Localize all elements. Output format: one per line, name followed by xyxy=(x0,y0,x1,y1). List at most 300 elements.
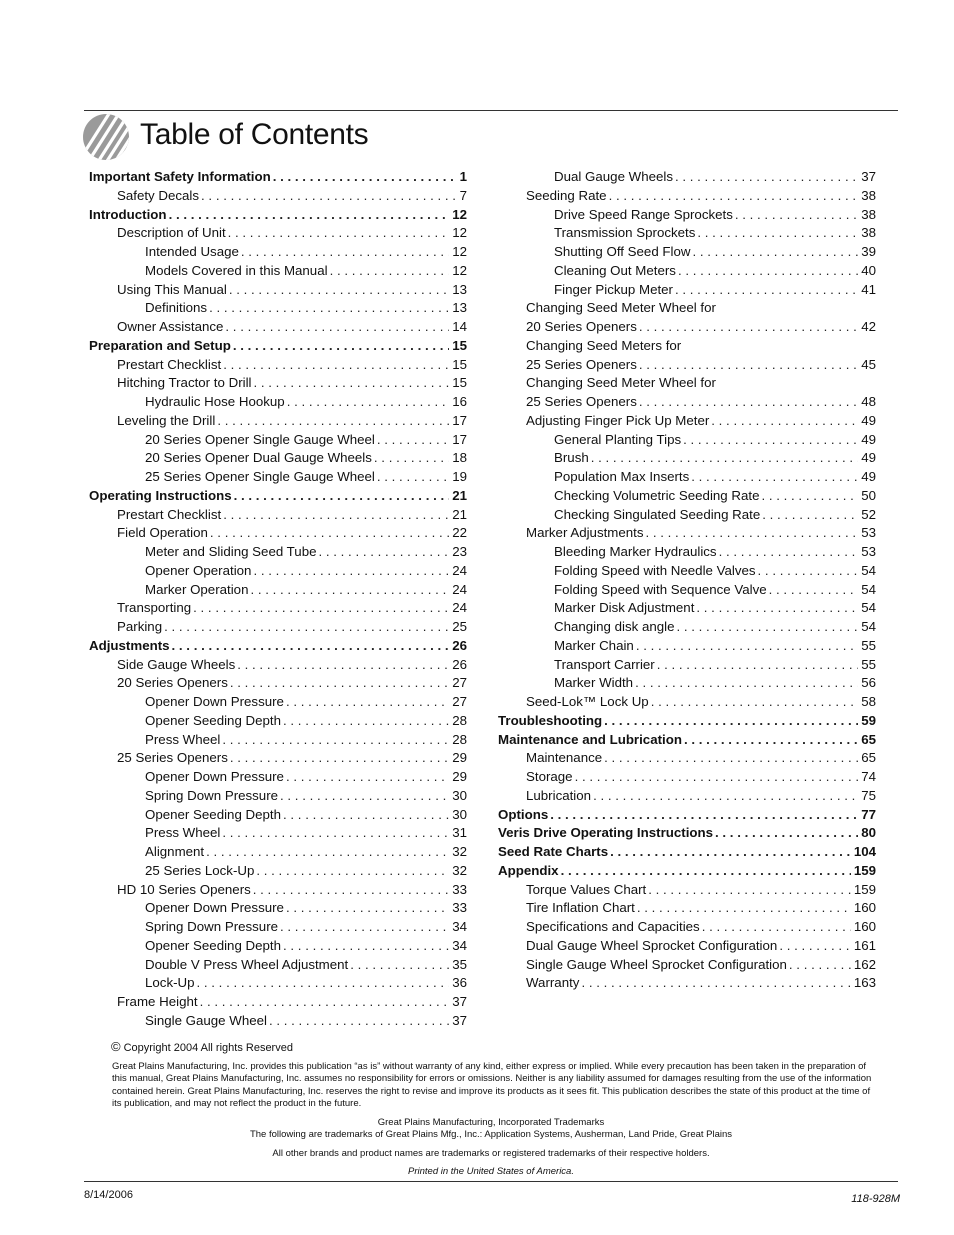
toc-entry-label: 20 Series Opener Dual Gauge Wheels xyxy=(145,450,372,466)
toc-entry-page: 49 xyxy=(861,469,876,484)
toc-dot-leader xyxy=(675,168,858,187)
toc-dot-leader xyxy=(581,974,850,993)
toc-entry-label: Opener Operation xyxy=(145,562,252,578)
printed-note: Printed in the United States of America. xyxy=(408,1166,574,1177)
toc-entry-page: 26 xyxy=(452,637,467,653)
toc-dot-leader xyxy=(648,881,851,900)
toc-entry-label: Dual Gauge Wheels xyxy=(554,169,673,184)
toc-entry[interactable] xyxy=(89,487,467,506)
trademark-list: The following are trademarks of Great Plains Mfg., Inc.: Application Systems, Ausherman, Land Pride, Great Plains xyxy=(249,1129,733,1141)
toc-dot-leader xyxy=(769,581,859,600)
toc-entry-label: Frame Height xyxy=(117,994,198,1009)
toc-entry[interactable] xyxy=(498,168,876,187)
toc-entry-page: 31 xyxy=(452,825,467,841)
toc-entry[interactable] xyxy=(498,581,876,600)
toc-dot-leader xyxy=(237,656,449,675)
toc-entry-label: Checking Singulated Seeding Rate xyxy=(554,506,761,522)
toc-dot-leader xyxy=(222,824,449,843)
toc-entry[interactable] xyxy=(498,187,876,206)
toc-entry-page: 28 xyxy=(452,712,467,728)
toc-entry-page: 21 xyxy=(452,487,467,503)
toc-entry-label: 25 Series Openers xyxy=(117,750,228,766)
toc-entry-label: Shutting Off Seed Flow xyxy=(554,244,691,259)
toc-entry[interactable] xyxy=(498,449,876,468)
toc-entry-page: 19 xyxy=(452,469,467,484)
toc-dot-leader xyxy=(193,599,449,618)
toc-entry-label: Introduction xyxy=(89,206,167,222)
toc-dot-leader xyxy=(280,918,449,937)
toc-entry-label: Transmission Sprockets xyxy=(554,225,696,241)
toc-dot-leader xyxy=(197,974,450,993)
toc-entry-label: Field Operation xyxy=(117,525,208,541)
toc-dot-leader xyxy=(230,749,449,768)
toc-entry-label: Prestart Checklist xyxy=(117,356,222,372)
toc-entry[interactable] xyxy=(89,937,467,956)
toc-entry[interactable] xyxy=(498,506,876,525)
toc-dot-leader xyxy=(651,693,859,712)
toc-entry-label: Preparation and Setup xyxy=(89,337,231,353)
toc-entry[interactable] xyxy=(89,562,467,581)
toc-entry-label: Drive Speed Range Sprockets xyxy=(554,206,733,222)
toc-dot-leader xyxy=(761,487,858,506)
toc-entry-label: Marker Operation xyxy=(145,581,249,597)
toc-entry[interactable] xyxy=(89,224,467,243)
toc-entry-label: Press Wheel xyxy=(145,825,221,841)
toc-entry-page: 1 xyxy=(459,169,467,184)
toc-dot-leader xyxy=(253,881,449,900)
toc-dot-leader xyxy=(715,824,858,843)
toc-entry-label: Maintenance xyxy=(526,750,603,766)
toc-entry[interactable] xyxy=(89,337,467,356)
toc-entry[interactable] xyxy=(89,187,467,206)
toc-entry-page: 160 xyxy=(853,919,876,934)
toc-entry-label: 25 Series Lock-Up xyxy=(145,862,255,878)
toc-entry-page: 48 xyxy=(861,394,876,409)
toc-entry[interactable] xyxy=(498,881,876,900)
toc-entry[interactable] xyxy=(498,693,876,712)
toc-entry-page: 38 xyxy=(861,187,876,203)
toc-entry[interactable] xyxy=(89,768,467,787)
toc-entry[interactable] xyxy=(498,749,876,768)
toc-entry[interactable] xyxy=(498,524,876,543)
toc-dot-leader xyxy=(691,468,858,487)
toc-entry[interactable] xyxy=(498,468,876,487)
toc-entry[interactable] xyxy=(498,206,876,225)
toc-entry-label: Single Gauge Wheel xyxy=(145,1012,267,1028)
toc-dot-leader xyxy=(286,899,449,918)
copyright-text: Copyright 2004 All rights Reserved xyxy=(123,1042,293,1054)
toc-entry[interactable] xyxy=(89,356,467,375)
toc-dot-leader xyxy=(169,206,450,225)
toc-entry-page: 39 xyxy=(861,244,876,259)
toc-entry-page: 15 xyxy=(452,375,467,391)
toc-entry-label: Intended Usage xyxy=(145,244,239,259)
toc-dot-leader xyxy=(223,356,449,375)
toc-entry[interactable] xyxy=(498,431,876,450)
toc-entry-page: 24 xyxy=(452,562,467,578)
toc-entry-page: 49 xyxy=(861,431,876,447)
toc-entry[interactable] xyxy=(89,299,467,318)
toc-entry[interactable] xyxy=(89,412,467,431)
toc-entry-label: Models Covered in this Manual xyxy=(145,262,328,278)
toc-entry-label: Transporting xyxy=(117,600,192,616)
toc-dot-leader xyxy=(287,393,450,412)
toc-entry[interactable] xyxy=(498,356,876,375)
toc-entry[interactable] xyxy=(498,318,876,337)
toc-entry-page: 49 xyxy=(861,450,876,466)
toc-entry[interactable] xyxy=(498,674,876,693)
toc-entry[interactable] xyxy=(498,899,876,918)
toc-entry[interactable] xyxy=(498,224,876,243)
toc-entry-label: General Planting Tips xyxy=(554,431,682,447)
toc-entry-label: Brush xyxy=(554,450,589,466)
toc-entry-label: Adjusting Finger Pick Up Meter xyxy=(526,412,710,428)
toc-entry[interactable] xyxy=(498,974,876,993)
toc-entry-label: Hitching Tractor to Drill xyxy=(117,375,252,391)
toc-entry-label: Bleeding Marker Hydraulics xyxy=(554,544,717,559)
toc-dot-leader xyxy=(234,487,450,506)
toc-entry-label: Definitions xyxy=(145,300,208,316)
toc-entry-page: 33 xyxy=(452,881,467,897)
toc-dot-leader xyxy=(330,262,450,281)
toc-entry[interactable] xyxy=(498,712,876,731)
toc-entry-page: 18 xyxy=(452,450,467,466)
toc-dot-leader xyxy=(591,449,858,468)
toc-entry-label: Appendix xyxy=(498,862,559,878)
toc-entry[interactable] xyxy=(498,543,876,562)
toc-dot-leader xyxy=(635,674,858,693)
toc-entry-page: 161 xyxy=(853,937,876,953)
toc-entry-label: Storage xyxy=(526,769,573,784)
toc-entry-page: 34 xyxy=(452,937,467,953)
toc-entry-page: 23 xyxy=(452,544,467,559)
toc-entry-label: Using This Manual xyxy=(117,281,227,297)
toc-entry-label: Owner Assistance xyxy=(117,319,224,334)
toc-dot-leader xyxy=(228,224,450,243)
toc-entry[interactable] xyxy=(89,731,467,750)
toc-entry-page: 54 xyxy=(861,581,876,597)
toc-dot-leader xyxy=(286,693,449,712)
toc-dot-leader xyxy=(636,637,858,656)
toc-entry[interactable] xyxy=(498,562,876,581)
toc-dot-leader xyxy=(702,918,851,937)
toc-dot-leader xyxy=(735,206,858,225)
toc-entry[interactable] xyxy=(498,412,876,431)
toc-entry-page: 159 xyxy=(853,881,876,897)
toc-entry-label: Marker Disk Adjustment xyxy=(554,600,695,616)
toc-entry[interactable] xyxy=(498,843,876,862)
toc-entry-label: Veris Drive Operating Instructions xyxy=(498,825,714,841)
toc-entry-page: 29 xyxy=(452,750,467,766)
toc-entry-label: Tire Inflation Chart xyxy=(526,900,635,916)
toc-dot-leader xyxy=(377,468,449,487)
toc-entry-label: Seed Rate Charts xyxy=(498,844,609,859)
toc-entry-label: HD 10 Series Openers xyxy=(117,881,251,897)
toc-entry-page: 56 xyxy=(861,675,876,691)
toc-entry-label: Marker Adjustments xyxy=(526,525,644,541)
toc-dot-leader xyxy=(711,412,858,431)
toc-entry-page: 15 xyxy=(452,356,467,372)
toc-entry[interactable] xyxy=(498,393,876,412)
toc-entry[interactable] xyxy=(498,262,876,281)
toc-entry[interactable] xyxy=(89,712,467,731)
toc-entry-page: 17 xyxy=(452,431,467,447)
toc-entry-page: 30 xyxy=(452,806,467,822)
toc-entry[interactable] xyxy=(89,824,467,843)
toc-entry-page: 104 xyxy=(853,844,876,859)
toc-entry-label: Folding Speed with Needle Valves xyxy=(554,562,756,578)
toc-dot-leader xyxy=(210,524,449,543)
toc-entry-label: Meter and Sliding Seed Tube xyxy=(145,544,317,559)
toc-entry[interactable] xyxy=(89,956,467,975)
toc-dot-leader xyxy=(697,224,858,243)
toc-dot-leader xyxy=(164,618,449,637)
toc-entry-label: 25 Series Openers xyxy=(526,356,637,372)
toc-entry[interactable] xyxy=(89,749,467,768)
toc-entry[interactable] xyxy=(89,637,467,656)
footer-rule xyxy=(84,1181,898,1182)
copyright-symbol: © xyxy=(111,1039,121,1054)
toc-entry-page: 25 xyxy=(452,619,467,634)
toc-dot-leader xyxy=(639,393,858,412)
page-title: Table of Contents xyxy=(140,118,369,151)
toc-entry-label: Population Max Inserts xyxy=(554,469,690,484)
toc-entry[interactable] xyxy=(89,581,467,600)
toc-dot-leader xyxy=(283,937,449,956)
toc-entry-page: 27 xyxy=(452,675,467,691)
toc-entry[interactable] xyxy=(498,337,876,356)
toc-entry-page: 37 xyxy=(452,994,467,1009)
toc-entry[interactable] xyxy=(89,862,467,881)
toc-dot-leader xyxy=(253,562,449,581)
toc-entry-label: Single Gauge Wheel Sprocket Configuration xyxy=(526,956,787,972)
toc-entry[interactable] xyxy=(89,881,467,900)
toc-entry[interactable] xyxy=(89,431,467,450)
toc-entry-label: Opener Down Pressure xyxy=(145,694,284,709)
toc-dot-leader xyxy=(639,318,858,337)
toc-entry-page: 12 xyxy=(452,244,467,259)
toc-dot-leader xyxy=(206,843,449,862)
toc-entry-page: 42 xyxy=(861,319,876,334)
toc-entry-label: Side Gauge Wheels xyxy=(117,656,236,672)
toc-dot-leader xyxy=(758,562,859,581)
toc-entry[interactable] xyxy=(89,449,467,468)
toc-entry[interactable] xyxy=(498,768,876,787)
toc-entry-label: Seed-Lok™ Lock Up xyxy=(526,694,649,709)
toc-entry[interactable] xyxy=(89,1012,467,1031)
toc-entry[interactable] xyxy=(89,543,467,562)
toc-dot-leader xyxy=(283,806,449,825)
toc-entry-label: Changing Seed Meter Wheel for xyxy=(526,300,716,316)
toc-entry[interactable] xyxy=(89,168,467,187)
toc-entry[interactable] xyxy=(89,524,467,543)
toc-entry[interactable] xyxy=(89,599,467,618)
toc-entry[interactable] xyxy=(498,787,876,806)
toc-entry[interactable] xyxy=(89,674,467,693)
toc-dot-leader xyxy=(677,618,859,637)
toc-entry-page: 50 xyxy=(861,487,876,503)
toc-entry-label: Torque Values Chart xyxy=(526,881,647,897)
toc-entry[interactable] xyxy=(89,693,467,712)
toc-dot-leader xyxy=(172,637,450,656)
toc-dot-leader xyxy=(256,862,449,881)
toc-entry-page: 32 xyxy=(452,862,467,878)
toc-entry-label: Adjustments xyxy=(89,637,170,653)
toc-entry[interactable] xyxy=(498,599,876,618)
footer-date: 8/14/2006 xyxy=(84,1189,133,1201)
toc-entry[interactable] xyxy=(89,993,467,1012)
toc-entry-label: Description of Unit xyxy=(117,225,226,241)
toc-entry[interactable] xyxy=(498,243,876,262)
toc-dot-leader xyxy=(637,899,851,918)
toc-dot-leader xyxy=(683,431,858,450)
toc-entry-label: Transport Carrier xyxy=(554,656,655,672)
toc-entry-page: 26 xyxy=(452,656,467,672)
toc-entry-label: Warranty xyxy=(526,975,580,991)
toc-entry-page: 58 xyxy=(861,694,876,709)
footer-document-number: 118-928M xyxy=(851,1193,900,1205)
toc-dot-leader xyxy=(675,281,858,300)
toc-dot-leader xyxy=(719,543,859,562)
toc-entry[interactable] xyxy=(498,374,876,393)
toc-entry[interactable] xyxy=(89,393,467,412)
toc-entry-label: Folding Speed with Sequence Valve xyxy=(554,581,767,597)
toc-entry-label: Opener Down Pressure xyxy=(145,769,284,784)
toc-entry-page: 22 xyxy=(452,525,467,541)
toc-entry-label: Marker Width xyxy=(554,675,634,691)
toc-entry[interactable] xyxy=(498,731,876,750)
toc-dot-leader xyxy=(593,787,858,806)
trademark-heading: Great Plains Manufacturing, Incorporated Trademarks xyxy=(377,1117,605,1128)
toc-dot-leader xyxy=(550,806,858,825)
toc-dot-leader xyxy=(789,956,851,975)
toc-entry[interactable] xyxy=(89,918,467,937)
toc-entry-page: 41 xyxy=(861,281,876,297)
toc-entry-label: Lubrication xyxy=(526,787,592,803)
toc-entry[interactable] xyxy=(89,374,467,393)
toc-entry-page: 74 xyxy=(861,769,876,784)
toc-entry-page: 15 xyxy=(452,337,467,353)
toc-entry-page: 29 xyxy=(452,769,467,784)
toc-entry[interactable] xyxy=(89,281,467,300)
toc-entry[interactable] xyxy=(498,618,876,637)
toc-entry-label: Lock-Up xyxy=(145,975,195,991)
toc-entry-page: 52 xyxy=(861,506,876,522)
toc-entry-page: 12 xyxy=(452,225,467,241)
toc-entry-label: Safety Decals xyxy=(117,187,200,203)
toc-entry[interactable] xyxy=(89,506,467,525)
toc-dot-leader xyxy=(230,674,449,693)
toc-entry-page: 38 xyxy=(861,225,876,241)
toc-entry[interactable] xyxy=(89,656,467,675)
toc-entry[interactable] xyxy=(89,262,467,281)
toc-entry-label: Checking Volumetric Seeding Rate xyxy=(554,487,760,503)
toc-entry[interactable] xyxy=(498,281,876,300)
toc-entry-page: 13 xyxy=(452,281,467,297)
toc-entry[interactable] xyxy=(498,824,876,843)
toc-dot-leader xyxy=(657,656,858,675)
toc-dot-leader xyxy=(286,768,449,787)
toc-entry[interactable] xyxy=(498,862,876,881)
toc-dot-leader xyxy=(229,281,449,300)
brands-note: All other brands and product names are trademarks or registered trademarks of their respective holders. xyxy=(272,1148,710,1159)
toc-entry-page: 24 xyxy=(452,600,467,616)
toc-entry[interactable] xyxy=(89,468,467,487)
toc-entry-page: 34 xyxy=(452,919,467,934)
toc-entry[interactable] xyxy=(498,956,876,975)
toc-entry[interactable] xyxy=(498,656,876,675)
toc-entry[interactable] xyxy=(89,843,467,862)
toc-entry-page: 16 xyxy=(452,394,467,409)
toc-entry[interactable] xyxy=(498,487,876,506)
toc-entry-page: 40 xyxy=(861,262,876,278)
toc-entry-page: 21 xyxy=(452,506,467,522)
toc-dot-leader xyxy=(604,712,858,731)
toc-entry[interactable] xyxy=(89,243,467,262)
toc-dot-leader xyxy=(696,599,858,618)
toc-entry-label: Hydraulic Hose Hookup xyxy=(145,394,285,409)
toc-entry[interactable] xyxy=(498,918,876,937)
toc-entry-label: Spring Down Pressure xyxy=(145,787,279,803)
toc-dot-leader xyxy=(253,374,449,393)
toc-entry-label: Cleaning Out Meters xyxy=(554,262,676,278)
toc-entry-label: Leveling the Drill xyxy=(117,412,216,428)
toc-entry-label: Operating Instructions xyxy=(89,487,232,503)
trademark-notice xyxy=(84,1117,898,1142)
toc-entry-label: Alignment xyxy=(145,844,205,859)
toc-dot-leader xyxy=(222,731,449,750)
toc-entry-page: 80 xyxy=(861,825,876,841)
toc-dot-leader xyxy=(762,506,858,525)
toc-entry-label: Changing Seed Meters for xyxy=(526,337,682,353)
toc-entry[interactable] xyxy=(89,206,467,225)
toc-entry-label: Dual Gauge Wheel Sprocket Configuration xyxy=(526,937,778,953)
toc-entry-page: 17 xyxy=(452,412,467,428)
toc-entry-label: 20 Series Openers xyxy=(526,319,637,334)
toc-entry[interactable] xyxy=(498,937,876,956)
toc-entry-page: 162 xyxy=(853,956,876,972)
toc-dot-leader xyxy=(217,412,449,431)
toc-entry-label: 25 Series Openers xyxy=(526,394,637,409)
toc-entry-page: 33 xyxy=(452,900,467,916)
toc-entry-label: Prestart Checklist xyxy=(117,506,222,522)
toc-entry[interactable] xyxy=(89,787,467,806)
header-rule xyxy=(84,110,898,111)
toc-entry[interactable] xyxy=(498,637,876,656)
toc-entry-label: 20 Series Openers xyxy=(117,675,228,691)
great-plains-logo-icon xyxy=(82,113,130,161)
toc-entry[interactable] xyxy=(89,974,467,993)
toc-dot-leader xyxy=(639,356,858,375)
toc-entry[interactable] xyxy=(89,318,467,337)
toc-entry-page: 54 xyxy=(861,562,876,578)
toc-entry-page: 163 xyxy=(853,975,876,991)
toc-dot-leader xyxy=(693,243,859,262)
toc-dot-leader xyxy=(273,168,457,187)
toc-entry[interactable] xyxy=(498,299,876,318)
toc-entry[interactable] xyxy=(498,806,876,825)
toc-entry-label: Options xyxy=(498,806,549,822)
toc-entry[interactable] xyxy=(89,899,467,918)
toc-dot-leader xyxy=(209,299,449,318)
toc-entry-label: Opener Seeding Depth xyxy=(145,712,282,728)
toc-entry-page: 65 xyxy=(861,750,876,766)
toc-entry-label: Seeding Rate xyxy=(526,187,607,203)
toc-entry-page: 30 xyxy=(452,787,467,803)
toc-entry[interactable] xyxy=(89,806,467,825)
toc-entry-page: 37 xyxy=(452,1012,467,1028)
toc-entry[interactable] xyxy=(89,618,467,637)
